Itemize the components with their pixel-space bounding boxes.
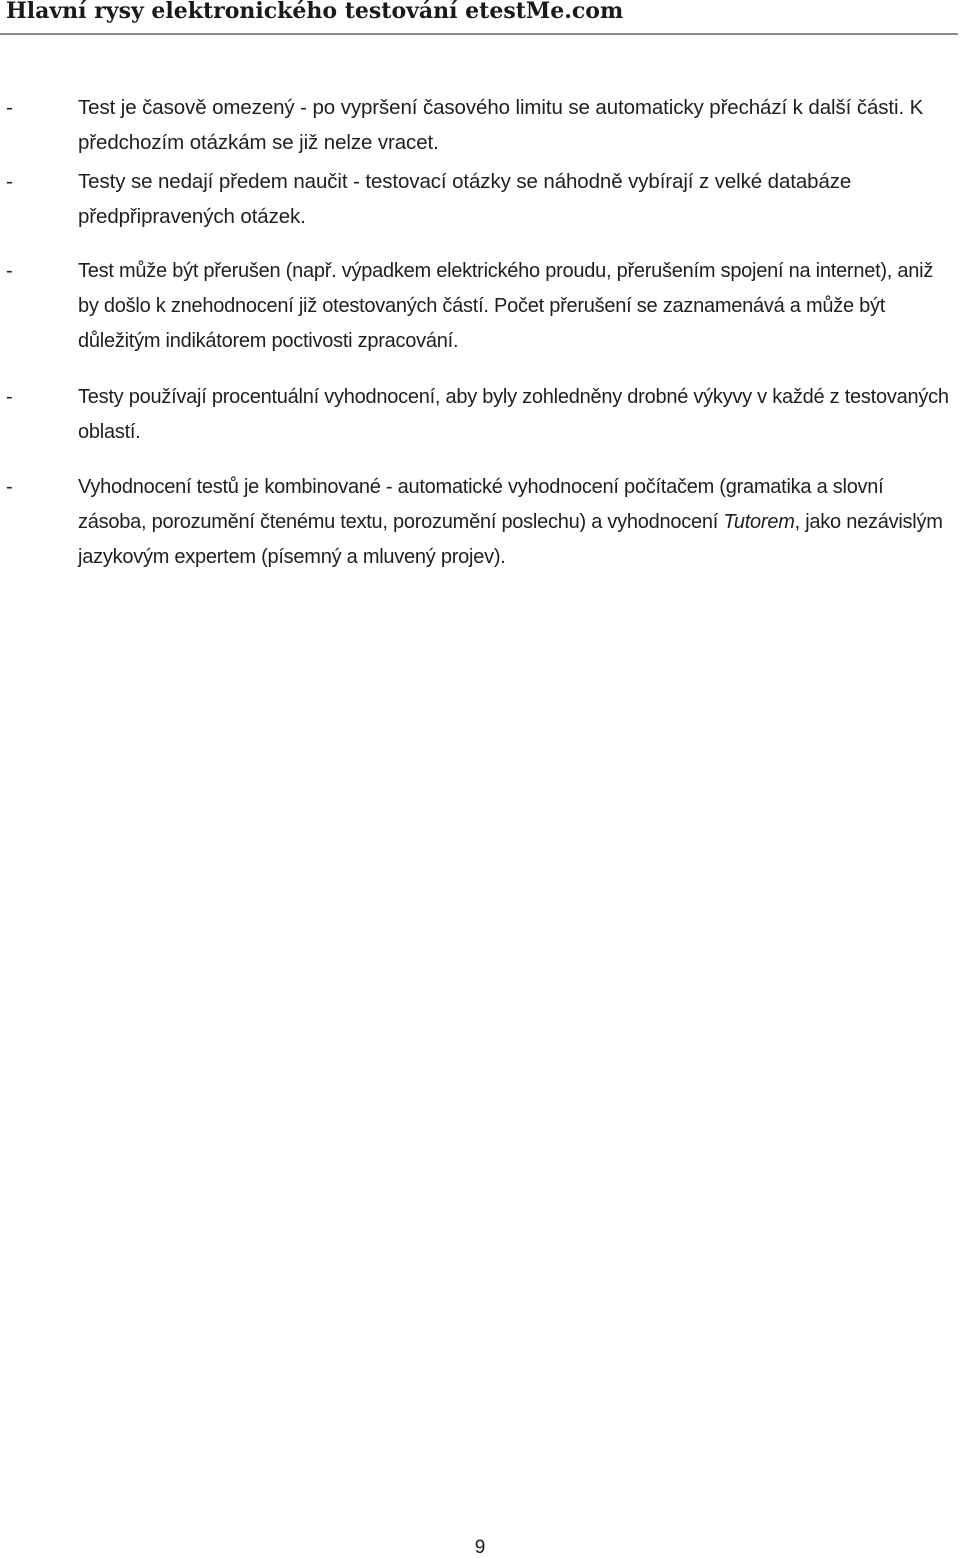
bullet-dash: - (6, 260, 13, 282)
tutor-emphasis: Tutorem (723, 511, 795, 533)
list-item-text-before: Vyhodnocení testů je kombinované - automatické vyhodnocení počítačem (gramatika a slovní zásoba, porozumění čtenému textu, porozumění poslechu) a vyhodnocení (78, 476, 884, 533)
list-item (0, 164, 960, 254)
list-item (0, 90, 960, 164)
list-item-text: Testy se nedají předem naučit - testovací otázky se náhodně vybírají z velké databáze předpřipravených otázek. (78, 170, 852, 228)
bullet-list (0, 90, 960, 575)
list-item-text: Test je časově omezený - po vypršení časového limitu se automaticky přechází k další části. K předchozím otázkám se již nelze vracet. (78, 96, 924, 154)
bullet-dash: - (6, 96, 13, 119)
list-item (0, 254, 960, 380)
bullet-dash: - (6, 386, 13, 408)
page-number: 9 (474, 1537, 486, 1558)
list-item (0, 380, 960, 470)
bullet-dash: - (6, 476, 13, 498)
list-item (0, 470, 960, 575)
title-divider (0, 33, 958, 35)
list-item-text: Test může být přerušen (např. výpadkem elektrického proudu, přerušením spojení na internet), aniž by došlo k znehodnocení již otestovaných částí. Počet přerušení se zaznamenává a může být důležitým indikátorem poctivosti zpracování. (78, 260, 934, 352)
list-item-text-after: , jako nezávislým jazykovým expertem (písemný a mluvený projev). (78, 511, 943, 568)
page-title: Hlavní rysy elektronického testování etestMe.com (6, 0, 624, 24)
list-item-text: Testy používají procentuální vyhodnocení, aby byly zohledněny drobné výkyvy v každé z testovaných oblastí. (78, 386, 949, 443)
bullet-dash: - (6, 170, 13, 193)
